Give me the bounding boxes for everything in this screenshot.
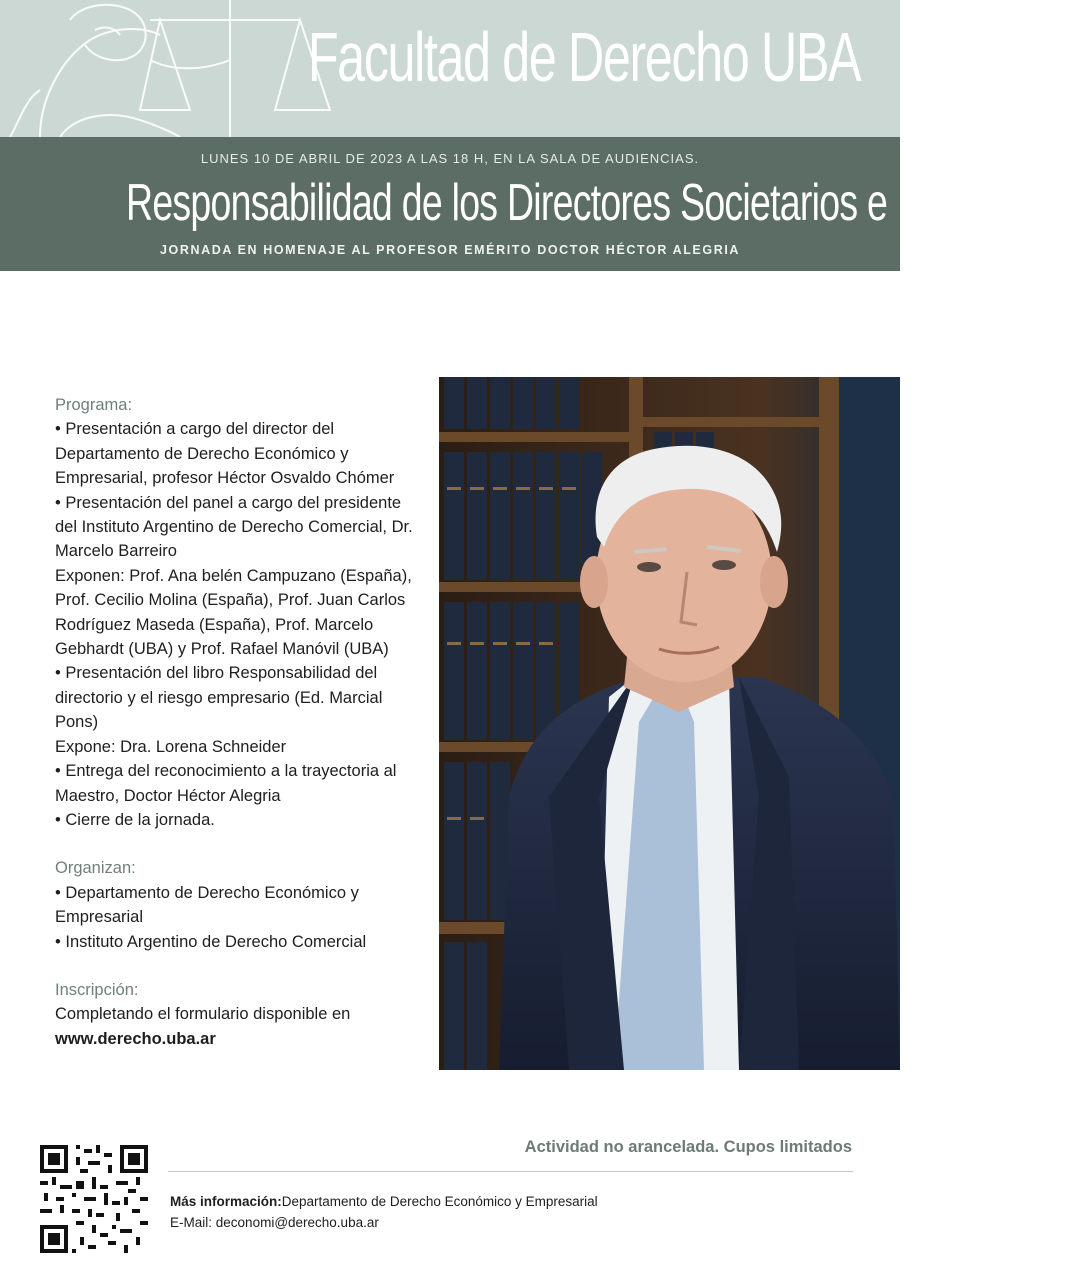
email-label: E-Mail: xyxy=(170,1215,213,1230)
more-info-line xyxy=(170,1191,598,1212)
organizan-item: • Instituto Argentino de Derecho Comercial xyxy=(55,932,367,951)
faculty-title: Facultad de Derecho UBA xyxy=(307,18,860,96)
more-info-label: Más información: xyxy=(170,1194,282,1209)
email-line xyxy=(170,1212,598,1233)
programa-item: • Entrega del reconocimiento a la trayectoria al Maestro, Doctor Héctor Alegria xyxy=(55,762,397,805)
event-subtitle: JORNADA EN HOMENAJE AL PROFESOR EMÉRITO DOCTOR HÉCTOR ALEGRIA xyxy=(159,243,741,257)
program-content xyxy=(55,393,425,1051)
organizan-heading: Organizan: xyxy=(55,859,136,878)
organizan-item: • Departamento de Derecho Económico y Empresarial xyxy=(55,883,359,927)
programa-item: • Presentación del panel a cargo del presidente del Instituto Argentino de Derecho Comercial, Dr. Marcelo Barreiro xyxy=(55,493,413,561)
qr-code-icon[interactable] xyxy=(40,1145,148,1253)
more-info-text: Departamento de Derecho Económico y Empresarial xyxy=(281,1194,598,1209)
event-bar xyxy=(0,137,1076,271)
programa-item: • Presentación a cargo del director del Departamento de Derecho Económico y Empresarial, profesor Héctor Osvaldo Chómer xyxy=(55,420,395,488)
programa-heading: Programa: xyxy=(55,396,133,414)
portrait-photo-image xyxy=(439,377,900,1070)
inscripcion-text: Completando el formulario disponible en xyxy=(55,1005,351,1024)
footer-divider xyxy=(168,1171,853,1172)
more-info xyxy=(170,1191,598,1233)
inscripcion-heading: Inscripción: xyxy=(55,980,139,999)
programa-item: • Cierre de la jornada. xyxy=(55,810,215,829)
programa-item: Exponen: Prof. Ana belén Campuzano (España), Prof. Cecilio Molina (España), Prof. Juan Carlos Rodríguez Maseda (España), Prof. Marcelo Gebhardt (UBA) y Prof. Rafael Manóvil (UBA) xyxy=(55,566,412,659)
fee-note: Actividad no arancelada. Cupos limitados xyxy=(524,1138,852,1156)
email-link[interactable]: deconomi@derecho.uba.ar xyxy=(215,1215,379,1230)
programa-item: Expone: Dra. Lorena Schneider xyxy=(55,737,287,756)
justice-emblem-icon xyxy=(0,0,360,137)
event-title: Responsabilidad de los Directores Societarios e Insolvencia xyxy=(126,174,1076,232)
top-banner xyxy=(0,0,900,137)
portrait-photo xyxy=(439,377,900,1070)
programa-item: • Presentación del libro Responsabilidad del directorio y el riesgo empresario (Ed. Marcial Pons) xyxy=(55,664,383,732)
website-link[interactable]: www.derecho.uba.ar xyxy=(55,1029,216,1048)
event-date: LUNES 10 DE ABRIL DE 2023 A LAS 18 H, EN LA SALA DE AUDIENCIAS. xyxy=(200,151,700,166)
